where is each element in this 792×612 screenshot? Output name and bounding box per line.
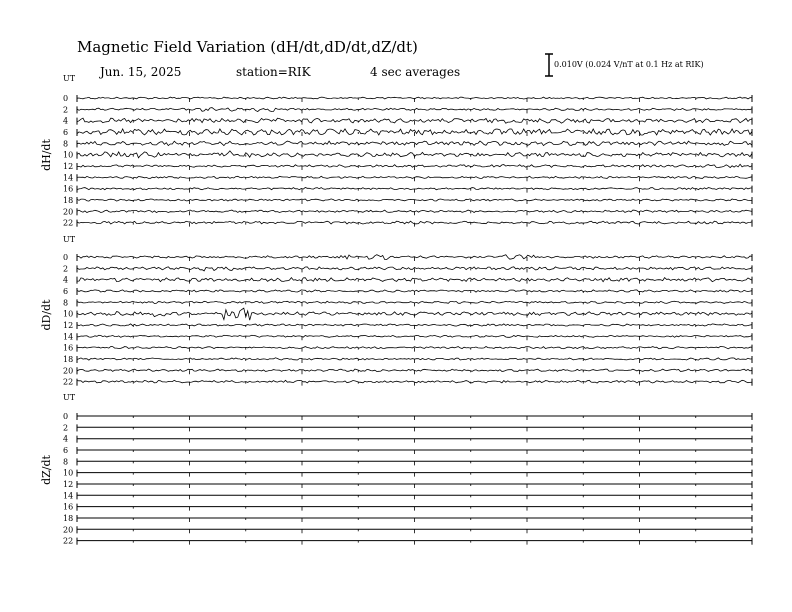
hour-label: 10: [63, 150, 74, 160]
component-label: dZ/dt: [40, 455, 53, 485]
hour-label: 8: [63, 139, 69, 149]
hour-label: 14: [63, 332, 74, 342]
hour-label: 8: [63, 298, 69, 308]
averaging-label: 4 sec averages: [370, 65, 461, 79]
station-label: station=RIK: [236, 65, 311, 79]
hour-label: 18: [63, 195, 74, 205]
component-label: dH/dt: [40, 139, 53, 171]
ut-label: UT: [63, 74, 76, 83]
hour-label: 22: [63, 377, 74, 387]
hour-label: 14: [63, 491, 74, 501]
hour-label: 4: [63, 116, 69, 126]
hour-label: 6: [63, 127, 69, 137]
hour-label: 10: [63, 468, 74, 478]
hour-label: 12: [63, 479, 74, 489]
component-label: dD/dt: [40, 299, 53, 331]
hour-label: 12: [63, 320, 74, 330]
hour-label: 18: [63, 354, 74, 364]
hour-label: 0: [63, 94, 69, 103]
scale-bar-label: 0.010V (0.024 V/nT at 0.1 Hz at RIK): [554, 60, 704, 69]
hour-label: 14: [63, 173, 74, 183]
ut-label: UT: [63, 393, 76, 402]
hour-label: 16: [63, 184, 74, 194]
hour-label: 8: [63, 457, 69, 467]
date-label: Jun. 15, 2025: [100, 65, 182, 79]
hour-label: 4: [63, 275, 69, 285]
hour-label: 18: [63, 513, 74, 523]
hour-label: 6: [63, 445, 69, 455]
hour-label: 20: [63, 525, 74, 535]
hour-label: 16: [63, 343, 74, 353]
hour-label: 12: [63, 161, 74, 171]
hour-label: 0: [63, 412, 69, 421]
hour-label: 2: [63, 105, 69, 115]
hour-label: 0: [63, 253, 69, 262]
hour-label: 22: [63, 536, 74, 546]
hour-label: 4: [63, 434, 69, 444]
hour-label: 20: [63, 207, 74, 217]
hour-label: 2: [63, 423, 69, 433]
hour-label: 6: [63, 286, 69, 296]
hour-label: 20: [63, 366, 74, 376]
hour-label: 22: [63, 218, 74, 228]
chart-title: Magnetic Field Variation (dH/dt,dD/dt,dZ/dt): [77, 38, 418, 56]
ut-label: UT: [63, 235, 76, 244]
hour-label: 16: [63, 502, 74, 512]
hour-label: 10: [63, 309, 74, 319]
hour-label: 2: [63, 264, 69, 274]
